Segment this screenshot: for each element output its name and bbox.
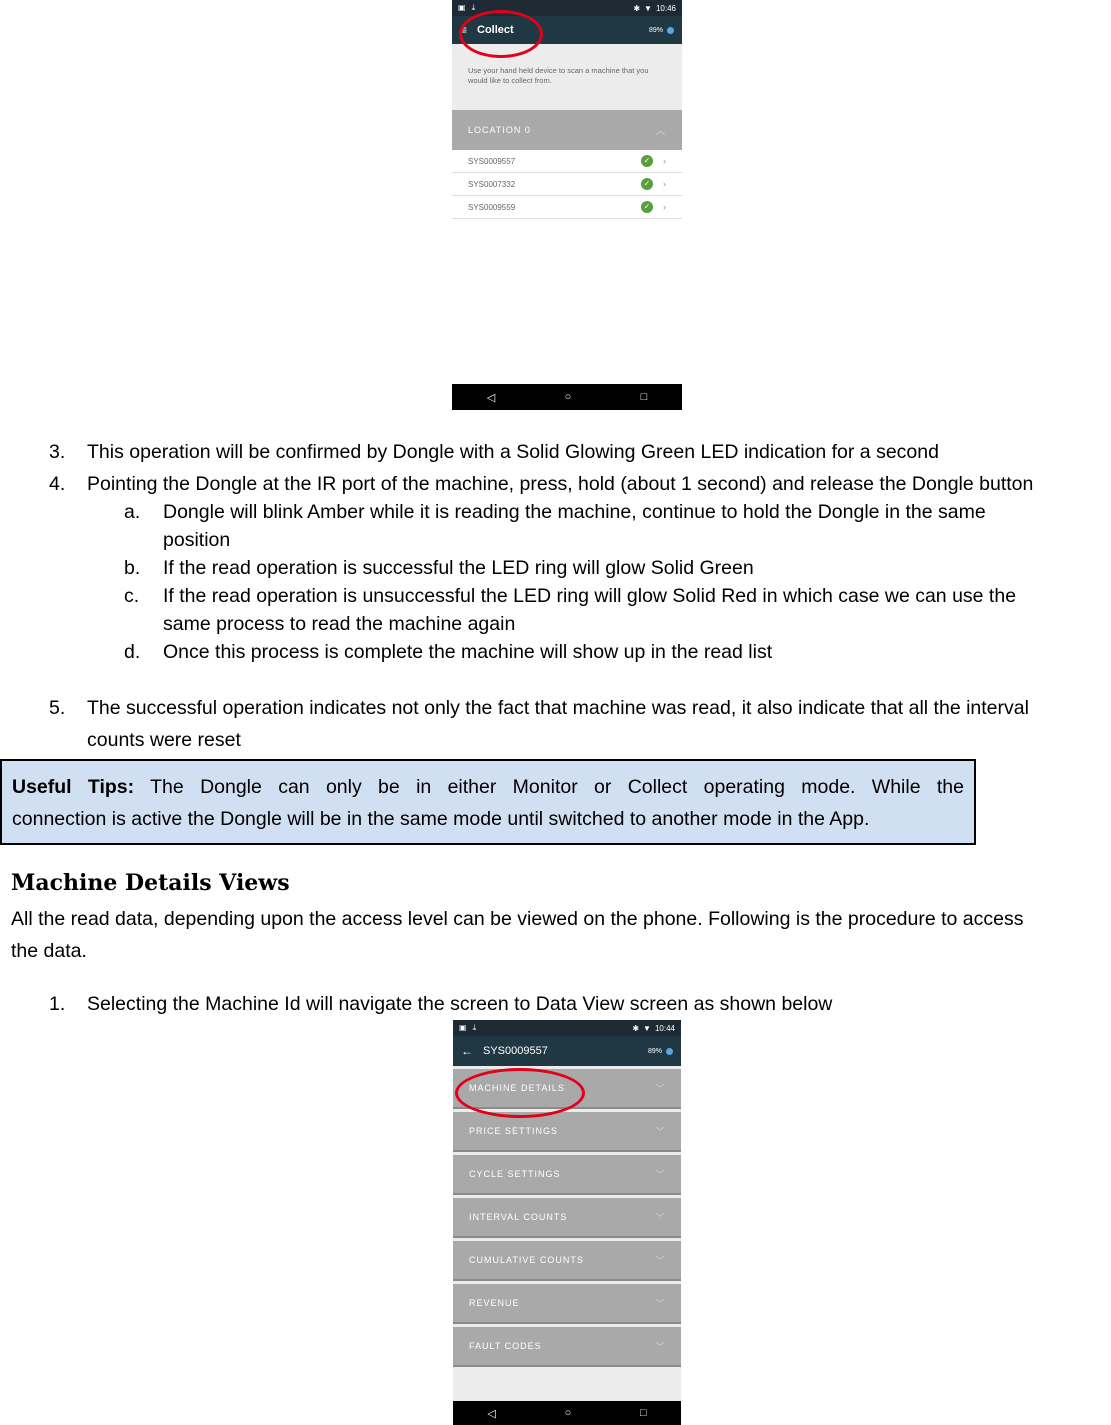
machine-row[interactable] <box>452 196 682 219</box>
check-icon: ✓ <box>641 201 653 213</box>
home-icon[interactable]: ○ <box>564 1407 572 1419</box>
chevron-down-icon: ﹀ <box>656 1298 665 1308</box>
section-label: FAULT CODES <box>469 1341 542 1351</box>
connection-dot-icon <box>667 27 674 34</box>
step-number: 4. <box>49 473 66 495</box>
android-nav-bar <box>453 1401 681 1425</box>
section-paragraph-line1: All the read data, depending upon the access level can be viewed on the phone. Following is the procedure to access <box>11 908 1024 930</box>
download-icon: ⤓ <box>471 3 476 12</box>
battery-level: 89% <box>647 1047 662 1055</box>
wifi-icon: ▼ <box>643 1023 651 1033</box>
useful-tips-box <box>0 759 976 845</box>
location-label: LOCATION 0 <box>468 125 531 135</box>
check-icon: ✓ <box>641 178 653 190</box>
machine-id: SYS0009559 <box>468 202 516 212</box>
section-price-settings[interactable] <box>453 1112 681 1152</box>
bluetooth-icon: ✱ <box>633 3 641 13</box>
step-1-text: Selecting the Machine Id will navigate the screen to Data View screen as shown below <box>87 993 833 1015</box>
step-3-text: This operation will be confirmed by Dongle with a Solid Glowing Green LED indication for a second <box>87 441 939 463</box>
section-label: CYCLE SETTINGS <box>469 1169 561 1179</box>
tip-label: Useful Tips: <box>12 776 135 798</box>
chevron-up-icon: ︿ <box>655 125 666 136</box>
machine-id: SYS0009557 <box>468 156 516 166</box>
chevron-down-icon: ﹀ <box>656 1169 665 1179</box>
machine-row[interactable] <box>452 173 682 196</box>
chevron-down-icon: ﹀ <box>656 1126 665 1136</box>
notification-icon: ▣ <box>458 3 466 12</box>
app-bar <box>453 1036 681 1066</box>
recents-icon[interactable]: □ <box>639 1407 647 1419</box>
machine-title: SYS0009557 <box>483 1045 548 1057</box>
step-4-text: Pointing the Dongle at the IR port of the machine, press, hold (about 1 second) and release the Dongle button <box>87 473 1034 495</box>
recents-icon[interactable]: □ <box>640 391 648 403</box>
section-label: PRICE SETTINGS <box>469 1126 559 1136</box>
machine-row[interactable] <box>452 150 682 173</box>
section-heading: Machine Details Views <box>11 870 290 896</box>
status-bar <box>453 1020 681 1036</box>
tip-text-line1: The Dongle can only be in either Monitor or Collect operating mode. While the <box>150 776 964 798</box>
highlight-circle <box>459 10 543 58</box>
menu-icon[interactable]: ≡ <box>460 23 468 37</box>
step-5-line1: The successful operation indicates not only the fact that machine was read, it also indicate that all the interval <box>87 697 1029 719</box>
section-interval-counts[interactable] <box>453 1198 681 1238</box>
substep-d-text: Once this process is complete the machine will show up in the read list <box>163 641 773 663</box>
substep-a-line1: Dongle will blink Amber while it is reading the machine, continue to hold the Dongle in the same <box>163 501 986 523</box>
back-icon[interactable]: ◁ <box>487 1407 496 1420</box>
step-number: 5. <box>49 697 66 719</box>
status-time: 10:44 <box>654 1023 675 1033</box>
substep-letter: d. <box>124 641 141 663</box>
substep-letter: b. <box>124 557 141 579</box>
connection-dot-icon <box>666 1048 673 1055</box>
highlight-circle <box>455 1068 585 1118</box>
section-label: INTERVAL COUNTS <box>469 1212 568 1222</box>
section-paragraph-line2: the data. <box>11 940 87 962</box>
battery-level: 89% <box>648 26 663 34</box>
back-arrow-icon[interactable]: ← <box>461 1044 473 1058</box>
chevron-down-icon: ﹀ <box>656 1255 665 1265</box>
section-label: CUMULATIVE COUNTS <box>469 1255 584 1265</box>
location-header[interactable] <box>452 110 682 150</box>
chevron-down-icon: ﹀ <box>656 1212 665 1222</box>
tip-text-line2: connection is active the Dongle will be in the same mode until switched to another mode in the App. <box>12 808 870 830</box>
substep-b-text: If the read operation is successful the LED ring will glow Solid Green <box>163 557 754 579</box>
section-revenue[interactable] <box>453 1284 681 1324</box>
substep-a-line2: position <box>163 529 231 551</box>
chevron-right-icon: › <box>663 202 666 212</box>
substep-letter: a. <box>124 501 141 523</box>
substep-c-line2: same process to read the machine again <box>163 613 516 635</box>
status-time: 10:46 <box>655 3 676 13</box>
app-title: Collect <box>477 24 514 36</box>
chevron-right-icon: › <box>663 179 666 189</box>
substep-letter: c. <box>124 585 140 607</box>
section-cycle-settings[interactable] <box>453 1155 681 1195</box>
home-icon[interactable]: ○ <box>564 391 572 403</box>
chevron-right-icon: › <box>663 156 666 166</box>
section-label: MACHINE DETAILS <box>469 1083 565 1093</box>
collect-screenshot <box>452 0 682 410</box>
machine-id: SYS0007332 <box>468 179 516 189</box>
back-icon[interactable]: ◁ <box>486 391 496 404</box>
android-nav-bar <box>452 384 682 410</box>
check-icon: ✓ <box>641 155 653 167</box>
wifi-icon: ▼ <box>644 3 652 13</box>
chevron-down-icon: ﹀ <box>656 1083 665 1093</box>
step-5-line2: counts were reset <box>87 729 241 751</box>
download-icon: ⤓ <box>472 1023 477 1032</box>
step-number: 3. <box>49 441 66 463</box>
step-number: 1. <box>49 993 66 1015</box>
section-cumulative-counts[interactable] <box>453 1241 681 1281</box>
section-fault-codes[interactable] <box>453 1327 681 1367</box>
section-label: REVENUE <box>469 1298 520 1308</box>
instruction-text: Use your hand held device to scan a machine that you would like to collect from. <box>452 44 682 110</box>
substep-c-line1: If the read operation is unsuccessful the LED ring will glow Solid Red in which case we can use the <box>163 585 1017 607</box>
chevron-down-icon: ﹀ <box>656 1341 665 1351</box>
bluetooth-icon: ✱ <box>632 1023 640 1033</box>
notification-icon: ▣ <box>459 1023 467 1032</box>
